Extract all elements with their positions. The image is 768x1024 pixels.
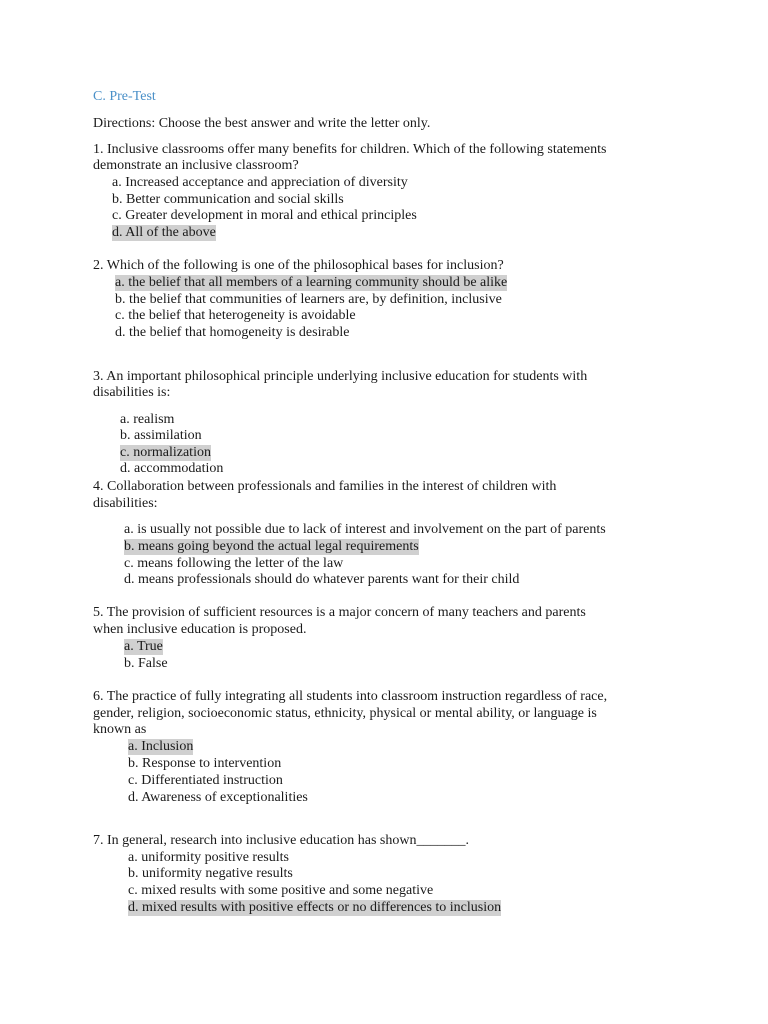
question-7-stem-line-1: 7. In general, research into inclusive education has shown_______. <box>93 833 469 848</box>
question-3-option-b: b. assimilation <box>120 428 202 443</box>
question-6-stem-line-3: known as <box>93 722 147 737</box>
question-3-stem-line-1: 3. An important philosophical principle underlying inclusive education for students with <box>93 369 588 384</box>
question-1-option-b: b. Better communication and social skills <box>112 192 344 207</box>
question-5-option-b: b. False <box>124 656 168 671</box>
directions-text: Directions: Choose the best answer and write the letter only. <box>93 116 431 131</box>
question-5-stem-line-2: when inclusive education is proposed. <box>93 622 307 637</box>
question-1-option-a: a. Increased acceptance and appreciation of diversity <box>112 175 408 190</box>
question-4-stem-line-1: 4. Collaboration between professionals and families in the interest of children with <box>93 479 557 494</box>
question-6-stem-line-1: 6. The practice of fully integrating all students into classroom instruction regardless of race, <box>93 689 608 704</box>
question-2-stem-line-1: 2. Which of the following is one of the philosophical bases for inclusion? <box>93 258 504 273</box>
question-4-option-a: a. is usually not possible due to lack of interest and involvement on the part of parents <box>124 522 606 537</box>
question-2-option-c: c. the belief that heterogeneity is avoidable <box>115 308 356 323</box>
question-1-option-c: c. Greater development in moral and ethical principles <box>112 208 417 223</box>
question-3-option-d: d. accommodation <box>120 461 224 476</box>
question-7-option-a: a. uniformity positive results <box>128 850 289 865</box>
question-5-stem-line-1: 5. The provision of sufficient resources is a major concern of many teachers and parents <box>93 605 586 620</box>
question-3-option-c: c. normalization <box>120 445 211 460</box>
question-2-option-b: b. the belief that communities of learners are, by definition, inclusive <box>115 292 502 307</box>
question-2-option-a: a. the belief that all members of a learning community should be alike <box>115 275 508 290</box>
question-1-stem-line-2: demonstrate an inclusive classroom? <box>93 158 299 173</box>
question-4-option-d: d. means professionals should do whatever parents want for their child <box>124 572 520 587</box>
question-4-option-c: c. means following the letter of the law <box>124 556 344 571</box>
question-6-stem-line-2: gender, religion, socioeconomic status, ethnicity, physical or mental ability, or language is <box>93 706 597 721</box>
question-3-stem-line-2: disabilities is: <box>93 385 171 400</box>
question-6-option-d: d. Awareness of exceptionalities <box>128 790 308 805</box>
section-heading: C. Pre-Test <box>93 89 156 104</box>
question-1-stem-line-1: 1. Inclusive classrooms offer many benefits for children. Which of the following statements <box>93 142 607 157</box>
question-6-option-c: c. Differentiated instruction <box>128 773 283 788</box>
question-3-option-a: a. realism <box>120 412 175 427</box>
question-6-option-a: a. Inclusion <box>128 739 194 754</box>
question-5-option-a: a. True <box>124 639 163 654</box>
question-6-option-b: b. Response to intervention <box>128 756 282 771</box>
question-7-option-b: b. uniformity negative results <box>128 866 293 881</box>
question-2-option-d: d. the belief that homogeneity is desirable <box>115 325 350 340</box>
question-4-option-b: b. means going beyond the actual legal requirements <box>124 539 419 554</box>
question-7-option-d: d. mixed results with positive effects or no differences to inclusion <box>128 900 502 915</box>
question-1-option-d: d. All of the above <box>112 225 216 240</box>
question-4-stem-line-2: disabilities: <box>93 496 158 511</box>
question-7-option-c: c. mixed results with some positive and some negative <box>128 883 434 898</box>
